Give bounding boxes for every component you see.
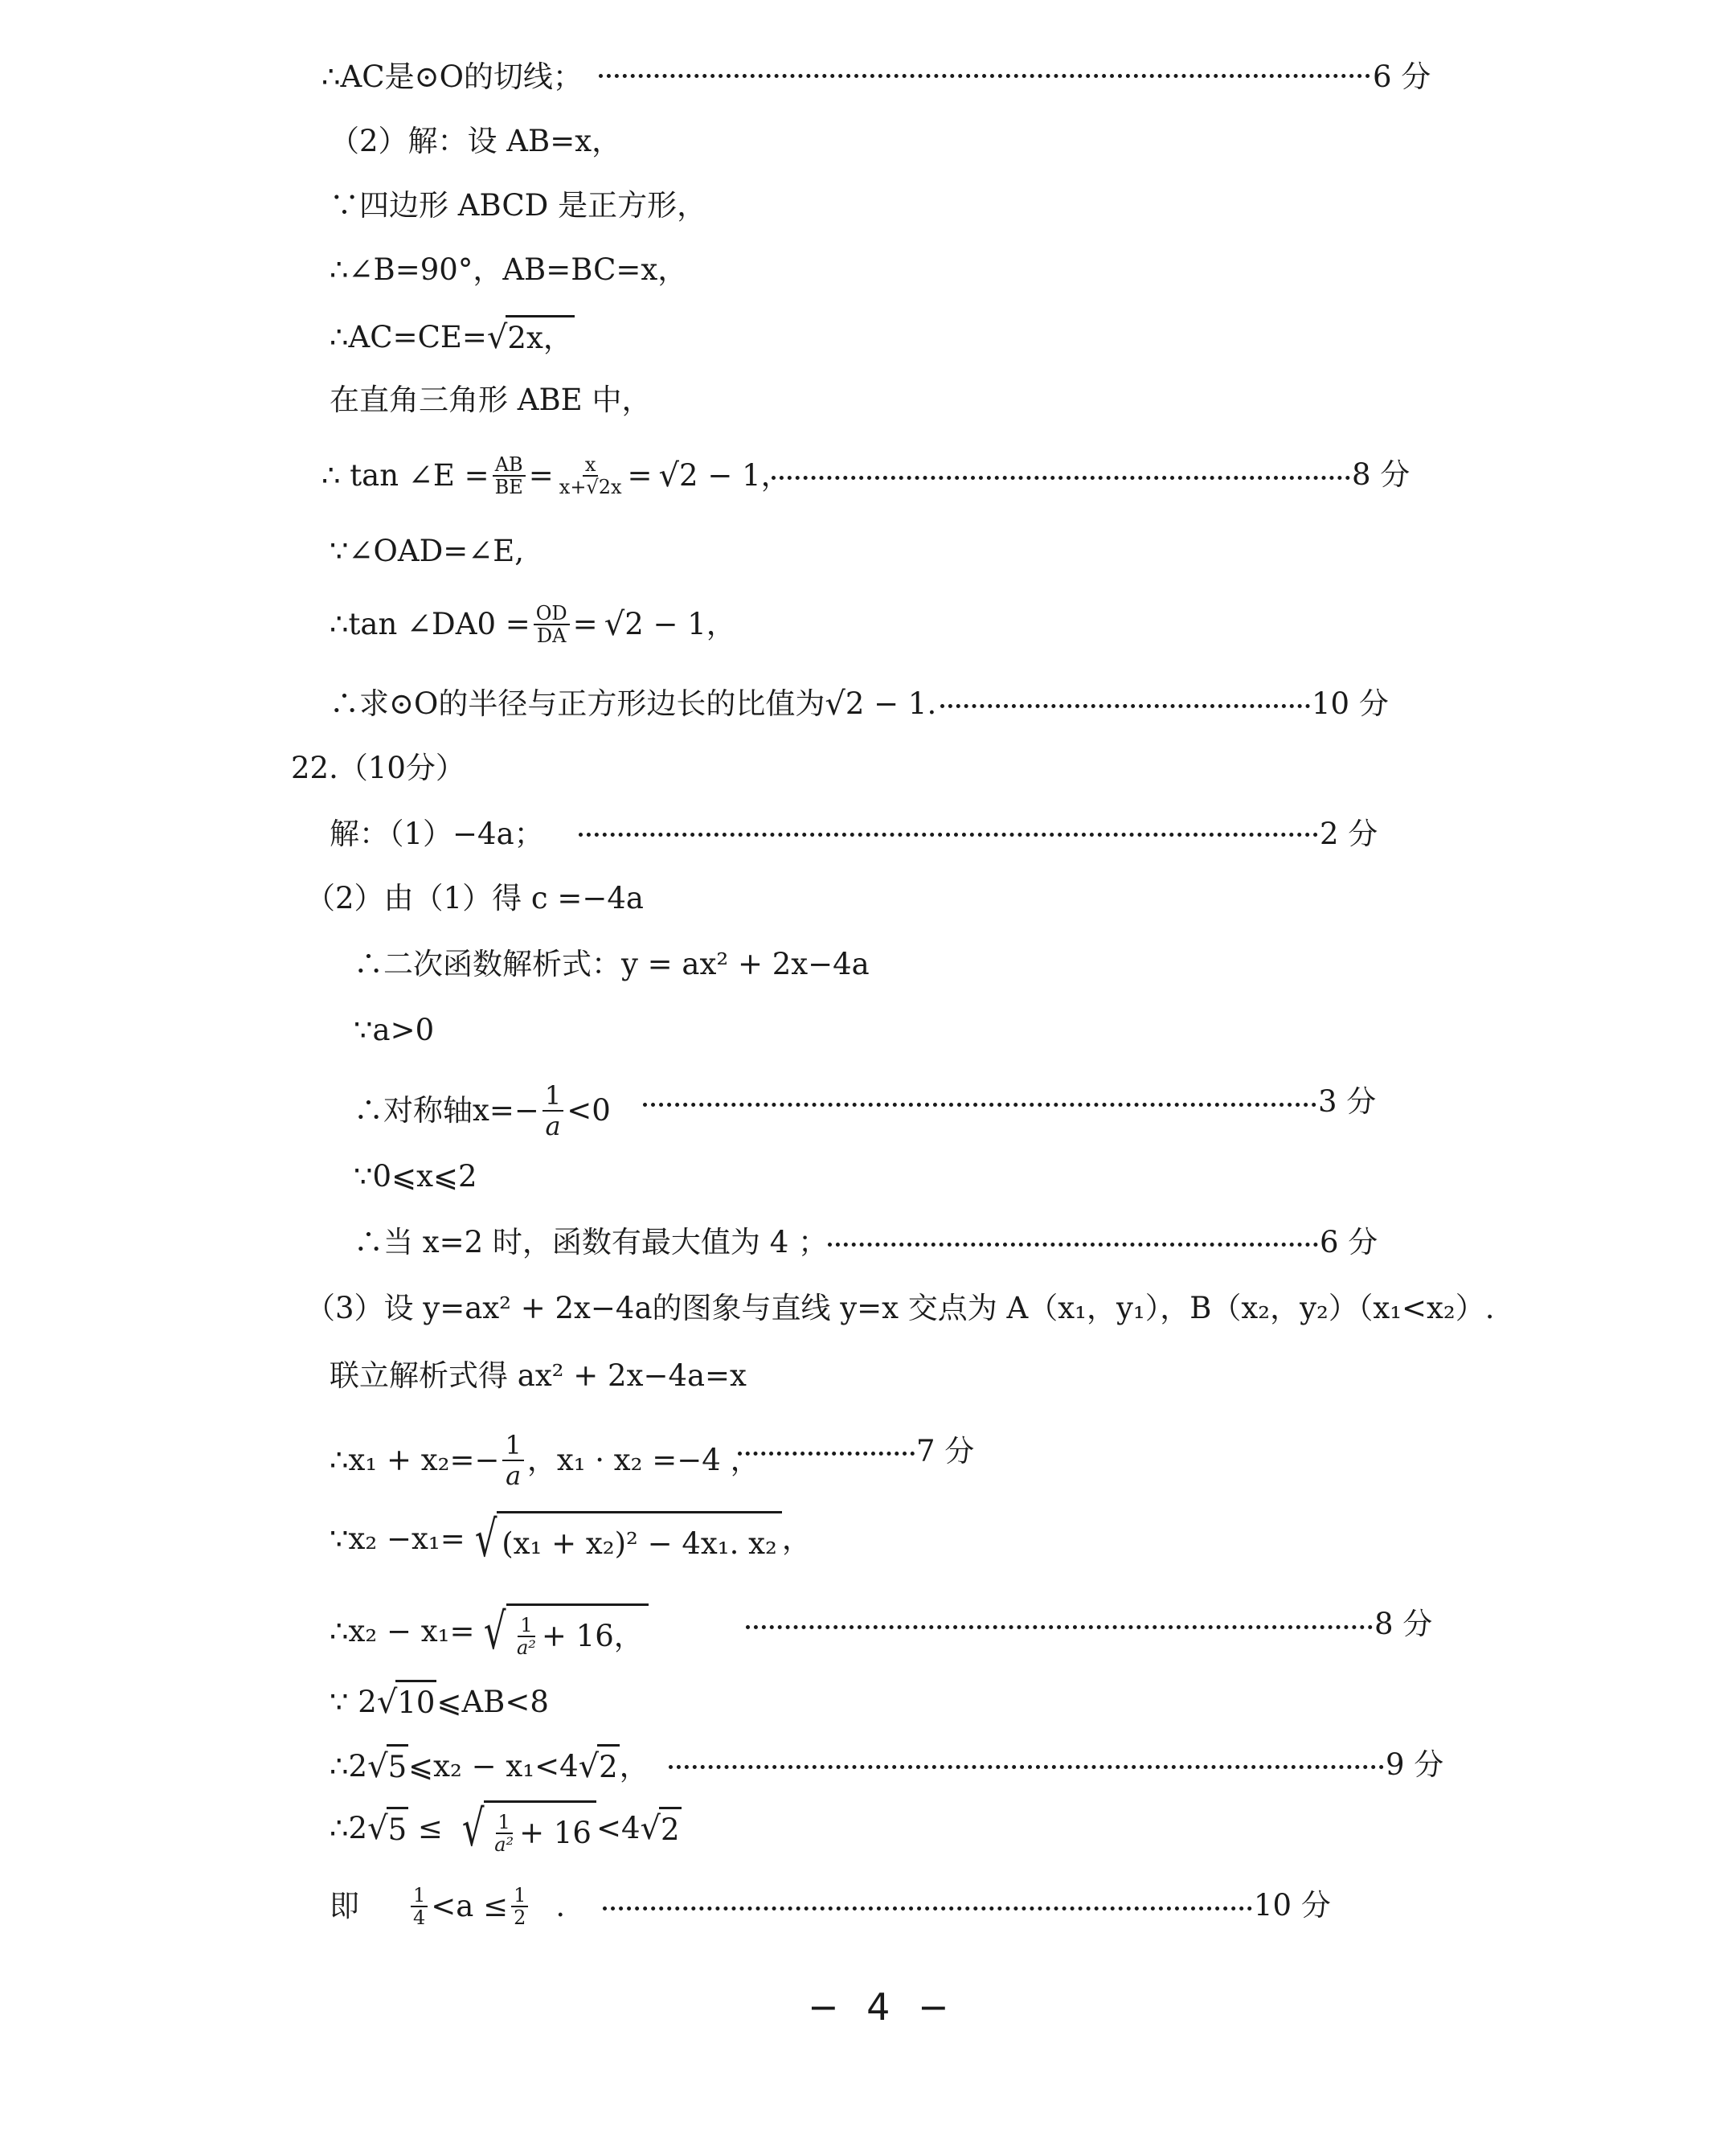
text-span: 在直角三角形 ABE 中， — [330, 383, 652, 417]
sqrt-body: 5 — [387, 1744, 409, 1788]
dotted-leader — [643, 1103, 1316, 1107]
text-span: = — [528, 458, 554, 493]
fraction — [542, 1081, 563, 1141]
text-line — [330, 813, 544, 855]
page-number: − 4 − — [808, 1985, 957, 2029]
sqrt-icon: √ — [376, 1683, 398, 1721]
numerator: x — [583, 454, 599, 477]
text-span: ∵ 2 — [330, 1684, 377, 1719]
dotted-leader — [746, 1625, 1373, 1629]
score-label: 3 分 — [1318, 1084, 1377, 1119]
text-line — [354, 1222, 828, 1263]
score-label: 9 分 — [1386, 1747, 1444, 1782]
text-span: ∴x₁ + x₂=− — [330, 1443, 500, 1477]
text-span: . — [555, 1889, 566, 1923]
text-span: ∴二次函数解析式：y = ax² + 2x−4a — [354, 947, 870, 981]
sqrt-body: 2 — [659, 1807, 682, 1851]
text-span: 22.（10分） — [291, 751, 465, 785]
sqrt-icon: √ — [604, 606, 625, 643]
text-line — [330, 315, 575, 359]
fraction — [514, 1615, 538, 1658]
fraction — [502, 1431, 523, 1490]
text-span: ∵a>0 — [354, 1013, 435, 1047]
text-span: （3）设 y=ax² + 2x−4a的图象与直线 y=x 交点为 A（x₁，y₁），B（x₂，y₂）（x₁<x₂）. — [305, 1291, 1495, 1325]
sqrt-icon: √ — [640, 1810, 661, 1847]
score-label: 6 分 — [1373, 59, 1431, 94]
text-span: ∴当 x=2 时，函数有最大值为 4 ； — [354, 1225, 828, 1259]
text-span: （2）解：设 AB=x， — [330, 124, 622, 158]
text-span: 2 − 1， — [624, 607, 736, 641]
sqrt-icon: √ $\frac{1}{\text{a²}}$ + 16 — [457, 1800, 596, 1857]
text-line — [354, 1156, 477, 1198]
text-span: ≤ — [408, 1811, 452, 1845]
score-label: 6 分 — [1320, 1225, 1378, 1259]
sqrt-icon: √ — [367, 1747, 388, 1785]
text-span: ⩽AB<8 — [436, 1684, 549, 1719]
denominator: a — [545, 1111, 561, 1141]
text-span: <4 — [596, 1811, 641, 1845]
score-label: 10 分 — [1312, 686, 1389, 721]
text-span: ， — [781, 1521, 812, 1556]
denominator: DA — [536, 625, 567, 647]
score-label: 8 分 — [1374, 1607, 1433, 1641]
numerator: 1 — [496, 1812, 513, 1834]
text-span: ⩽x₂ − x₁<4 — [408, 1748, 579, 1784]
numerator: 1 — [502, 1431, 523, 1461]
fraction — [493, 454, 526, 498]
text-span: ∴2 — [330, 1811, 368, 1845]
text-line — [354, 944, 870, 985]
text-line — [330, 530, 524, 572]
text-span: 解：（1）−4a； — [330, 817, 544, 851]
sqrt-icon: √ $\frac{1}{\text{a²}}$ + 16， — [479, 1603, 648, 1660]
text-span: <0 — [567, 1093, 611, 1128]
dotted-leader — [828, 1243, 1318, 1247]
numerator: OD — [534, 603, 570, 625]
dotted-leader — [669, 1765, 1384, 1769]
text-span: + 16， — [541, 1618, 644, 1653]
text-span: ， — [619, 1748, 649, 1784]
text-span: ∴x₂ − x₁= — [330, 1614, 475, 1648]
text-span: <a ≤ — [431, 1889, 509, 1923]
text-span: ∴∠B=90°，AB=BC=x， — [330, 252, 688, 287]
sqrt-icon: √ — [825, 686, 845, 723]
text-line — [330, 1680, 549, 1724]
sqrt-icon: √ — [578, 1747, 600, 1785]
dotted-leader — [940, 704, 1310, 708]
score-label: 2 分 — [1320, 817, 1378, 851]
text-line — [354, 1081, 611, 1141]
dotted-leader — [603, 1906, 1252, 1911]
sqrt-icon: √ — [658, 457, 680, 494]
text-span: 联立解析式得 ax² + 2x−4a=x — [330, 1358, 747, 1393]
text-span: ∵x₂ −x₁= — [330, 1521, 465, 1556]
numerator: 1 — [511, 1885, 528, 1907]
text-span: ∴求⊙O的半径与正方形边长的比值为 — [330, 686, 825, 721]
sqrt-body: (x₁ + x₂)² − 4x₁. x₂ — [497, 1511, 782, 1567]
denominator: 2 — [514, 1906, 526, 1929]
dotted-leader — [738, 1452, 915, 1456]
text-span: 2 − 1. — [845, 686, 937, 721]
text-span: ∴对称轴x=− — [354, 1093, 539, 1128]
text-span: ，x₁ · x₂ =−4 ， — [526, 1443, 760, 1477]
sqrt-icon: √ (x₁ + x₂)² − 4x₁. x₂ — [470, 1511, 782, 1567]
text-line — [330, 1431, 760, 1490]
text-span: ∵∠OAD=∠E, — [330, 534, 525, 568]
text-span: ∴ tan ∠E = — [321, 458, 489, 493]
denominator: a — [506, 1460, 522, 1491]
fraction — [534, 603, 570, 646]
dotted-leader — [772, 476, 1350, 480]
score-label: 10 分 — [1254, 1888, 1331, 1923]
fraction — [492, 1812, 516, 1855]
text-line — [330, 683, 936, 725]
dotted-leader — [599, 74, 1370, 78]
fraction — [511, 1885, 528, 1928]
denominator: x+√2x — [559, 476, 622, 498]
score-label: 8 分 — [1352, 457, 1410, 492]
sqrt-body: 2 — [597, 1744, 620, 1788]
text-line — [330, 1511, 812, 1567]
text-line — [330, 249, 687, 291]
sqrt-body: 5 — [387, 1807, 409, 1851]
text-line — [330, 1800, 682, 1857]
text-span: 2 − 1， — [679, 458, 791, 493]
text-span: + 16 — [519, 1815, 592, 1850]
text-span: ∴tan ∠DA0 = — [330, 607, 530, 641]
text-line — [354, 1010, 434, 1051]
text-span: （2）由（1）得 c =−4a — [305, 881, 644, 915]
denominator: BE — [494, 476, 523, 498]
numerator: 1 — [411, 1885, 428, 1907]
section-heading — [291, 747, 465, 789]
numerator: AB — [493, 454, 526, 477]
text-line — [330, 185, 706, 227]
text-span: = — [572, 607, 598, 641]
sqrt-icon: √ — [486, 318, 508, 356]
text-line — [330, 121, 621, 162]
denominator: a² — [516, 1636, 536, 1659]
score-label: 7 分 — [916, 1434, 975, 1468]
text-line — [330, 603, 736, 646]
fraction — [557, 454, 624, 498]
sqrt-body: 10 — [395, 1680, 436, 1724]
text-line — [305, 878, 644, 919]
text-span: ∵四边形 ABCD 是正方形， — [330, 188, 707, 223]
numerator: 1 — [542, 1081, 563, 1112]
denominator: 4 — [413, 1906, 426, 1929]
denominator: a² — [494, 1833, 514, 1856]
text-line — [321, 56, 583, 98]
text-span: ∴AC=CE= — [330, 319, 487, 354]
text-span: ∴AC是⊙O的切线； — [321, 59, 583, 94]
text-span: 即 — [330, 1889, 359, 1923]
text-line — [330, 379, 651, 421]
text-line — [330, 1603, 649, 1660]
text-span: ∴2 — [330, 1748, 368, 1784]
fraction — [411, 1885, 428, 1928]
text-line — [330, 1744, 649, 1788]
text-line — [321, 454, 791, 498]
text-line — [330, 1885, 565, 1928]
text-line — [330, 1355, 747, 1397]
sqrt-body: 2x， — [506, 315, 574, 359]
text-line — [305, 1288, 1495, 1329]
text-span: = — [627, 458, 653, 493]
dotted-leader — [579, 833, 1318, 837]
sqrt-icon: √ — [367, 1810, 388, 1847]
text-span: ∵0⩽x⩽2 — [354, 1159, 477, 1194]
numerator: 1 — [518, 1615, 534, 1637]
